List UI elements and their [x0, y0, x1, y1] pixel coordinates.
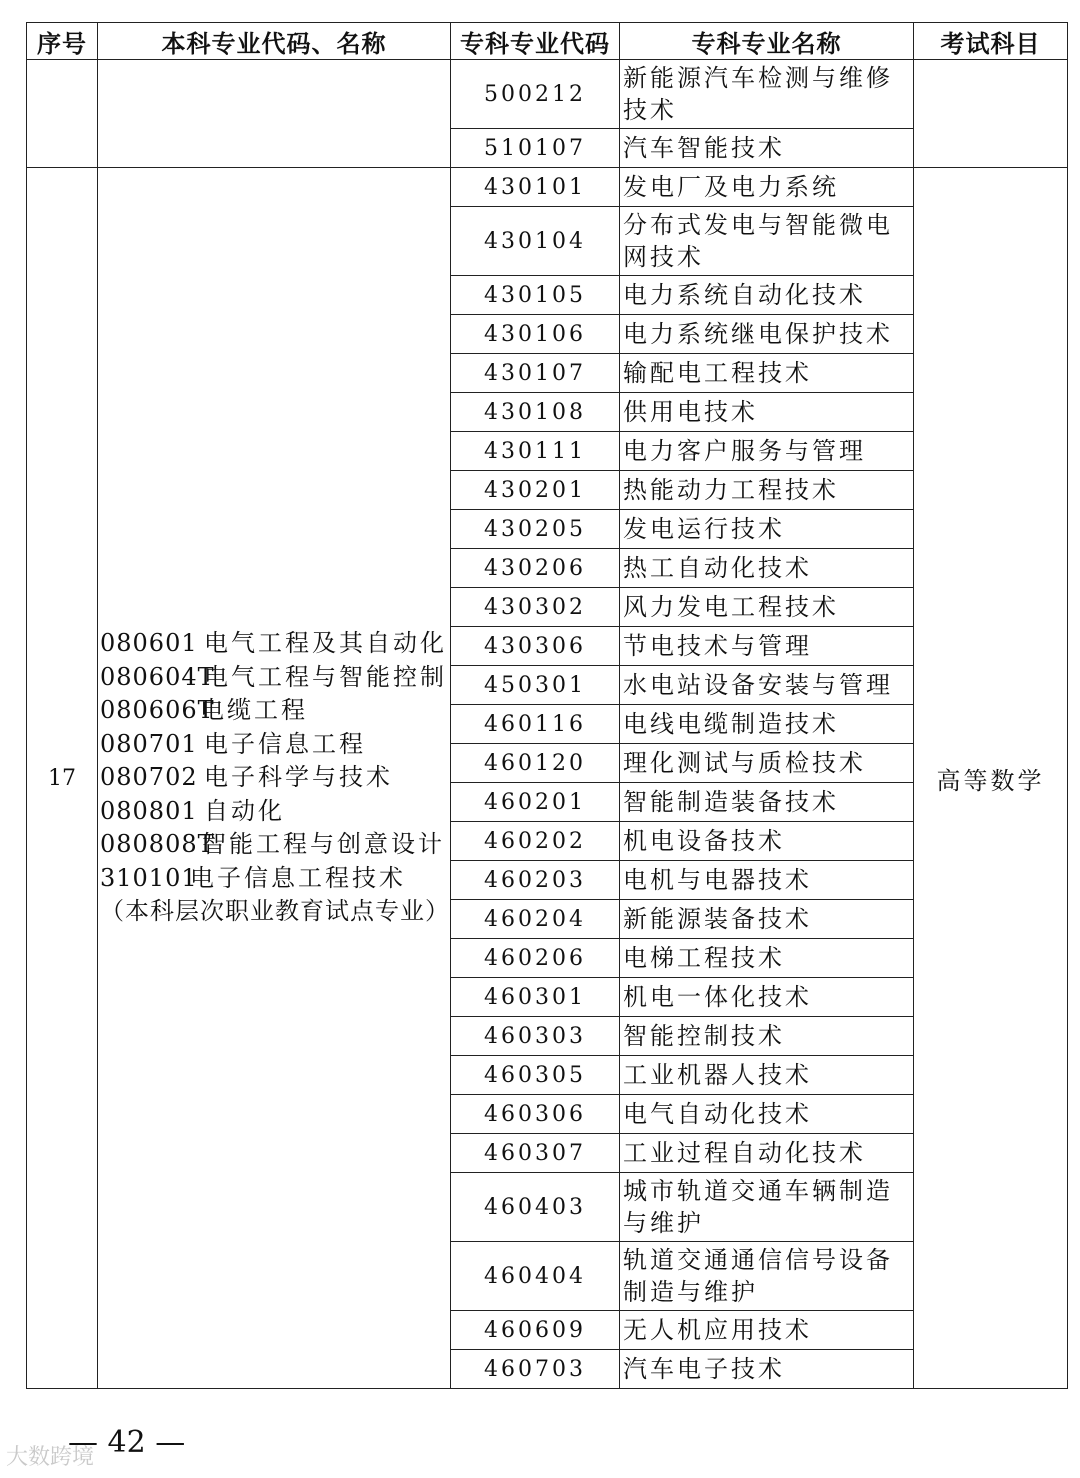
- table-row: [27, 168, 1068, 207]
- undergrad-major: 080702 电子科学与技术: [100, 763, 393, 792]
- vocational-code: 500212: [451, 60, 620, 129]
- header-undergrad: 本科专业代码、名称: [98, 23, 451, 60]
- vocational-name: 电力系统继电保护技术: [620, 315, 914, 354]
- table-body: [27, 60, 1068, 1389]
- header-exam-subject: 考试科目: [914, 23, 1068, 60]
- header-row: [27, 23, 1068, 60]
- vocational-code: 460201: [451, 783, 620, 822]
- vocational-name: 汽车电子技术: [620, 1350, 914, 1389]
- vocational-name: 风力发电工程技术: [620, 588, 914, 627]
- vocational-code: 430306: [451, 627, 620, 666]
- vocational-name: 工业过程自动化技术: [620, 1134, 914, 1173]
- vocational-name: 智能制造装备技术: [620, 783, 914, 822]
- vocational-code: 510107: [451, 129, 620, 168]
- vocational-name: 输配电工程技术: [620, 354, 914, 393]
- vocational-code: 430205: [451, 510, 620, 549]
- vocational-code: 460301: [451, 978, 620, 1017]
- vocational-code: 430111: [451, 432, 620, 471]
- vocational-code: 460204: [451, 900, 620, 939]
- vocational-name: 轨道交通通信信号设备制造与维护: [620, 1242, 914, 1311]
- vocational-name: 热能动力工程技术: [620, 471, 914, 510]
- vocational-name: 机电设备技术: [620, 822, 914, 861]
- undergrad-major: 080801 自动化: [100, 796, 285, 825]
- vocational-name: 节电技术与管理: [620, 627, 914, 666]
- header-seq: 序号: [27, 23, 98, 60]
- vocational-code: 430107: [451, 354, 620, 393]
- vocational-code: 460120: [451, 744, 620, 783]
- undergrad-major: 080606T电缆工程: [100, 696, 308, 725]
- vocational-code: 460609: [451, 1311, 620, 1350]
- vocational-code: 460307: [451, 1134, 620, 1173]
- vocational-name: 电梯工程技术: [620, 939, 914, 978]
- vocational-code: 460203: [451, 861, 620, 900]
- prev-seq-cell: [27, 60, 98, 168]
- vocational-code: 460116: [451, 705, 620, 744]
- undergrad-major: 310101电子信息工程技术: [100, 863, 406, 892]
- undergrad-major: 080604T电气工程与智能控制: [100, 662, 447, 691]
- vocational-name: 热工自动化技术: [620, 549, 914, 588]
- vocational-code: 460305: [451, 1056, 620, 1095]
- vocational-name: 工业机器人技术: [620, 1056, 914, 1095]
- vocational-name: 电气自动化技术: [620, 1095, 914, 1134]
- vocational-name: 机电一体化技术: [620, 978, 914, 1017]
- header-vocational-name: 专科专业名称: [620, 23, 914, 60]
- vocational-name: 供用电技术: [620, 393, 914, 432]
- table-row: [27, 60, 1068, 129]
- watermark: 大数跨境: [6, 1445, 95, 1470]
- vocational-name: 发电运行技术: [620, 510, 914, 549]
- vocational-code: 430201: [451, 471, 620, 510]
- vocational-code: 460404: [451, 1242, 620, 1311]
- vocational-name: 无人机应用技术: [620, 1311, 914, 1350]
- vocational-name: 电机与电器技术: [620, 861, 914, 900]
- vocational-name: 汽车智能技术: [620, 129, 914, 168]
- page-number: — 42 —: [68, 1425, 186, 1460]
- vocational-code: 430108: [451, 393, 620, 432]
- vocational-name: 理化测试与质检技术: [620, 744, 914, 783]
- undergrad-major: 080601 电气工程及其自动化: [100, 629, 447, 658]
- undergrad-majors-cell: [98, 168, 451, 1389]
- vocational-name: 分布式发电与智能微电网技术: [620, 207, 914, 276]
- vocational-code: 430101: [451, 168, 620, 207]
- vocational-code: 430206: [451, 549, 620, 588]
- vocational-code: 430302: [451, 588, 620, 627]
- vocational-code: 430106: [451, 315, 620, 354]
- vocational-name: 电力客户服务与管理: [620, 432, 914, 471]
- vocational-code: 460303: [451, 1017, 620, 1056]
- vocational-code: 460703: [451, 1350, 620, 1389]
- vocational-code: 460403: [451, 1173, 620, 1242]
- vocational-code: 460306: [451, 1095, 620, 1134]
- undergrad-note: （本科层次职业教育试点专业）: [100, 897, 450, 926]
- vocational-name: 新能源汽车检测与维修技术: [620, 60, 914, 129]
- seq-cell: 17: [27, 168, 98, 1389]
- vocational-code: 460206: [451, 939, 620, 978]
- undergrad-major: 080808T智能工程与创意设计: [100, 830, 445, 859]
- prev-exam-cell: [914, 60, 1068, 168]
- vocational-name: 城市轨道交通车辆制造与维护: [620, 1173, 914, 1242]
- vocational-code: 460202: [451, 822, 620, 861]
- vocational-code: 430105: [451, 276, 620, 315]
- prev-undergrad-cell: [98, 60, 451, 168]
- vocational-name: 新能源装备技术: [620, 900, 914, 939]
- vocational-code: 450301: [451, 666, 620, 705]
- vocational-name: 电力系统自动化技术: [620, 276, 914, 315]
- majors-table: [26, 22, 1068, 1389]
- vocational-name: 电线电缆制造技术: [620, 705, 914, 744]
- exam-subject: 高等数学: [914, 168, 1068, 1389]
- header-vocational-code: 专科专业代码: [451, 23, 620, 60]
- vocational-code: 430104: [451, 207, 620, 276]
- undergrad-major: 080701 电子信息工程: [100, 729, 366, 758]
- vocational-name: 水电站设备安装与管理: [620, 666, 914, 705]
- vocational-name: 智能控制技术: [620, 1017, 914, 1056]
- vocational-name: 发电厂及电力系统: [620, 168, 914, 207]
